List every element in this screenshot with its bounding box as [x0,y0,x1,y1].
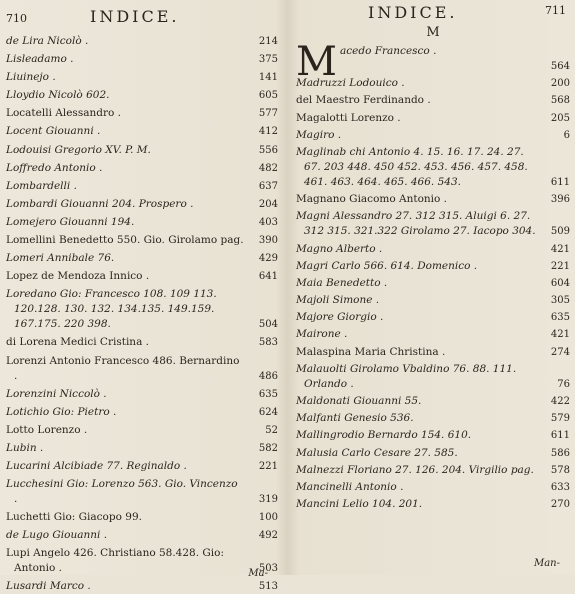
index-entry [6,215,278,230]
index-entry [6,459,278,474]
entry-page-ref: 605 [258,90,278,102]
index-entry [6,179,278,194]
entry-page-ref: 390 [258,235,278,247]
entry-name: Malaspina Maria Christina . [296,345,446,358]
index-entry [6,52,278,67]
index-entry [296,111,570,126]
entry-page-ref: 611 [550,176,570,188]
entry-page-ref: 482 [258,162,278,174]
index-entry [6,441,278,456]
entry-name: Loffredo Antonio . [6,161,103,174]
entry-page-ref: 412 [258,126,278,138]
index-entry [296,276,570,291]
entry-name: Magri Carlo 566. 614. Domenico . [296,259,478,272]
left-page-header [6,0,278,26]
entry-name: Lodouisi Gregorio XV. P. M. [6,143,151,156]
index-entry [296,259,570,274]
left-page-number: 710 [6,12,27,25]
entry-page-ref: 76 [557,378,570,390]
entry-name: Luchetti Gio: Giacopo 99. [6,511,142,524]
index-entry [296,480,570,495]
entry-page-ref: 375 [258,54,278,66]
entry-name: Magnano Giacomo Antonio . [296,193,448,206]
entry-page-ref: 221 [258,460,278,472]
entry-page-ref: 422 [550,396,570,407]
index-entry [296,310,570,325]
index-entry [296,463,570,478]
entry-name: Majore Giorgio . [296,311,384,324]
entry-page-ref: 214 [258,36,278,47]
index-entry [6,106,278,121]
right-page-title: INDICE. [368,3,458,22]
index-entry [296,76,570,91]
entry-name: acedo Francesco . [340,45,437,57]
index-entry [6,477,278,507]
entry-name: Maldonati Giouanni 55. [296,395,422,407]
entry-page-ref: 221 [550,260,570,272]
index-entry [6,387,278,402]
entry-page-ref: 421 [550,329,570,341]
entry-name: Lombardelli . [6,179,77,192]
index-entry [6,510,278,525]
index-entry [6,579,278,594]
index-entry [296,327,570,342]
index-entry [6,354,278,384]
index-entry [296,242,570,257]
index-entry [296,209,570,239]
entry-name: Lucarini Alcibiade 77. Reginaldo . [6,459,187,472]
index-entry [6,335,278,350]
entry-name: Lomellini Benedetto 550. Gio. Girolamo pag. [6,234,244,247]
index-entry [6,528,278,543]
entry-name: Locent Giouanni . [6,125,101,138]
index-entry [296,411,570,426]
entry-page-ref: 577 [258,108,278,120]
entry-name: Maglinab chi Antonio 4. 15. 16. 17. 24. 27. 67. 203 448. 450 452. 453. 456. 457. 458. 461. 463. 464. 465. 466. 543. [296,145,528,188]
entry-page-ref: 568 [550,95,570,107]
index-entry [296,345,570,360]
entry-name: del Maestro Ferdinando . [296,94,431,107]
entry-name: Lotichio Gio: Pietro . [6,405,117,418]
entry-name: Mallingrodio Bernardo 154. 610. [296,429,472,442]
entry-page-ref: 637 [258,180,278,192]
entry-page-ref: 100 [258,512,278,524]
entry-page-ref: 504 [258,319,278,331]
entry-page-ref: 624 [258,406,278,418]
index-entry [296,128,570,143]
index-entry [6,88,278,103]
entry-name: de Lugo Giouanni . [6,529,108,542]
entry-name: Lorenzi Antonio Francesco 486. Bernardino . [6,354,240,382]
index-entry [296,93,570,108]
entry-page-ref: 583 [258,337,278,349]
entry-name: Lotto Lorenzo . [6,423,88,436]
entry-page-ref: 582 [258,442,278,454]
entry-page-ref: 421 [550,243,570,255]
index-entry [296,192,570,207]
left-page [6,0,278,593]
index-entry [296,446,570,461]
entry-page-ref: 641 [258,271,278,283]
right-page-number: 711 [545,4,566,17]
entry-page-ref: 586 [550,447,570,459]
index-entry [6,546,278,576]
right-page [296,0,570,575]
entry-name: Majoli Simone . [296,294,380,307]
entry-name: Magiro . [296,128,342,141]
entry-name: Lombardi Giouanni 204. Prospero . [6,197,194,210]
entry-page-ref: 604 [550,277,570,289]
dropcap-letter: M [296,39,337,85]
index-entry [296,394,570,409]
entry-page-ref: 429 [258,253,278,265]
section-letter: M [426,25,440,40]
entry-page-ref: 635 [550,312,570,324]
entry-name: Lorenzini Niccolò . [6,387,107,400]
index-entry [6,34,278,49]
entry-page-ref: 611 [550,430,570,442]
right-catchword: Man- [533,558,560,569]
entry-page-ref: 200 [550,78,570,90]
entry-name: de Lira Nicolò . [6,35,89,47]
entry-page-ref: 319 [258,494,278,506]
entry-page-ref: 270 [550,499,570,511]
entry-name: Mancini Lelio 104. 201. [296,498,423,511]
entry-name: Magni Alessandro 27. 312 315. Aluigi 6. 27. 312 315. 321.322 Girolamo 27. Iacopo 304. [296,210,536,238]
entry-name: Malnezzi Floriano 27. 126. 204. Virgilio pag. [296,463,534,476]
index-entry [296,497,570,512]
entry-page-ref: 492 [258,530,278,542]
entry-page-ref: 503 [258,563,278,575]
entry-name: Maia Benedetto . [296,276,388,289]
index-entry [6,161,278,176]
entry-page-ref: 274 [550,346,570,358]
entry-name: Locatelli Alessandro . [6,107,121,120]
right-index-list [296,39,570,512]
entry-page-ref: 305 [550,295,570,307]
index-entry [6,124,278,139]
entry-name: Magalotti Lorenzo . [296,111,401,124]
entry-name: Liuinejo . [6,71,56,84]
entry-page-ref: 579 [550,413,570,425]
index-entry [6,269,278,284]
right-page-header [296,0,570,26]
index-entry [6,423,278,438]
index-entry [6,251,278,266]
entry-page-ref: 403 [258,216,278,228]
index-entry [296,145,570,190]
index-entry [6,233,278,248]
entry-name: Loredano Gio: Francesco 108. 109 113. 120.128. 130. 132. 134.135. 149.159. 167.175. 220 398. [6,288,217,331]
entry-page-ref: 633 [550,481,570,493]
index-entry [6,143,278,158]
left-catchword: Ma- [248,568,268,579]
left-page-title: INDICE. [90,7,180,26]
entry-name: Lloydio Nicolò 602. [6,89,110,102]
entry-name: Lisleadamo . [6,53,74,66]
entry-name: Lomejero Giouanni 194. [6,215,135,228]
entry-name: Malusia Carlo Cesare 27. 585. [296,446,458,459]
entry-page-ref: 578 [550,464,570,476]
entry-name: Lopez de Mendoza Innico . [6,270,150,283]
entry-name: Lupi Angelo 426. Christiano 58.428. Gio: Antonio . [6,547,225,575]
index-entry [6,197,278,212]
entry-name: Lomeri Annibale 76. [6,252,115,265]
index-entry [296,428,570,443]
index-entry [296,293,570,308]
entry-name: Lusardi Marco . [6,580,91,593]
entry-name: Mancinelli Antonio . [296,480,404,493]
index-entry [6,287,278,332]
entry-page-ref: 6 [563,129,570,141]
entry-page-ref: 486 [258,370,278,382]
index-entry [6,70,278,85]
entry-page-ref: 396 [550,194,570,206]
entry-page-ref: 564 [550,61,570,72]
left-index-list [6,34,278,594]
entry-name: Mairone . [296,328,348,341]
entry-page-ref: 205 [550,112,570,124]
entry-name: Malfanti Genesio 536. [296,412,414,425]
entry-page-ref: 52 [265,424,278,436]
entry-page-ref: 556 [258,144,278,156]
entry-name: Magno Alberto . [296,242,383,255]
index-entry [6,405,278,420]
entry-page-ref: 141 [258,72,278,84]
entry-name: Malauolti Girolamo Vbaldino 76. 88. 111. Orlando . [296,362,517,390]
entry-name: di Lorena Medici Cristina . [6,336,150,349]
entry-page-ref: 513 [258,581,278,593]
entry-name: Lucchesini Gio: Lorenzo 563. Gio. Vincenzo . [6,478,238,506]
entry-page-ref: 635 [258,388,278,400]
entry-page-ref: 204 [258,198,278,210]
entry-name: Madruzzi Lodouico . [296,77,405,90]
entry-name: Lubin . [6,441,44,454]
entry-page-ref: 509 [550,226,570,238]
index-entry [296,362,570,392]
